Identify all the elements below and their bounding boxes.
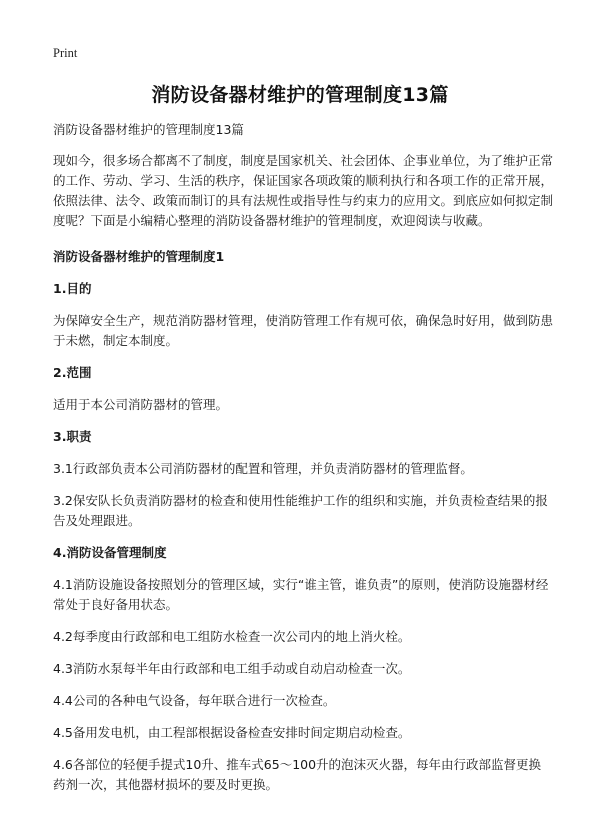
document-subtitle: 消防设备器材维护的管理制度13篇: [53, 122, 244, 137]
paragraph-4-2: 4.2每季度由行政部和电工组防水检查一次公司内的地上消火栓。: [53, 629, 411, 644]
paragraph-scope: 适用于本公司消防器材的管理。: [53, 397, 229, 412]
heading-purpose: 1.目的: [53, 281, 92, 296]
intro-paragraph: 现如今，很多场合都离不了制度，制度是国家机关、社会团体、企事业单位，为了维护正常的工作、劳动、学习、生活的秩序，保证国家各项政策的顺利执行和各项工作的正常开展，依照法律、法令、政策而制订的具有法规性或指导性与约束力的应用文。到底应如何拟定制度呢？下面是小编精心整理的消防设备器材维护的管理制度，欢迎阅读与收藏。: [53, 153, 554, 228]
paragraph-4-5: 4.5备用发电机，由工程部根据设备检查安排时间定期启动检查。: [53, 725, 411, 740]
heading-management-rules: 4.消防设备管理制度: [53, 545, 167, 560]
paragraph-purpose: 为保障安全生产，规范消防器材管理，使消防管理工作有规可依，确保急时好用，做到防患于未燃，制定本制度。: [53, 313, 554, 348]
page-title: 消防设备器材维护的管理制度13篇: [151, 84, 449, 106]
paragraph-4-1: 4.1消防设施设备按照划分的管理区域，实行“谁主管，谁负责”的原则，使消防设施器材经常处于良好备用状态。: [53, 577, 549, 612]
paragraph-3-1: 3.1行政部负责本公司消防器材的配置和管理，并负责消防器材的管理监督。: [53, 461, 473, 476]
section-title: 消防设备器材维护的管理制度1: [53, 249, 225, 264]
paragraph-4-6: 4.6各部位的轻便手提式10升、推车式65～100升的泡沫灭火器，每年由行政部监督更换药剂一次，其他器材损坏的要及时更换。: [53, 757, 542, 792]
print-link[interactable]: Print: [53, 46, 78, 60]
paragraph-4-3: 4.3消防水泵每半年由行政部和电工组手动或自动启动检查一次。: [53, 661, 411, 676]
paragraph-3-2: 3.2保安队长负责消防器材的检查和使用性能维护工作的组织和实施，并负责检查结果的报告及处理跟进。: [53, 493, 548, 528]
paragraph-4-4: 4.4公司的各种电气设备，每年联合进行一次检查。: [53, 693, 336, 708]
heading-responsibilities: 3.职责: [53, 429, 92, 444]
document-body: [53, 120, 553, 807]
heading-scope: 2.范围: [53, 365, 92, 380]
